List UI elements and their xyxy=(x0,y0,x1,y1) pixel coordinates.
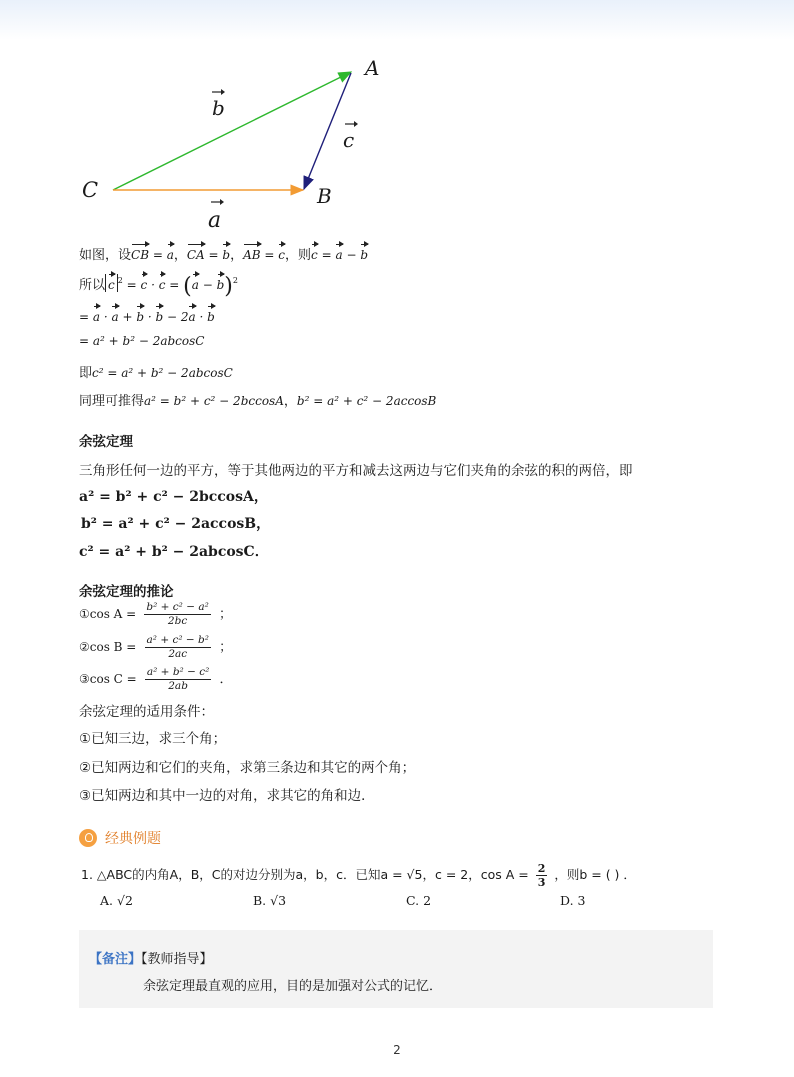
vector-triangle-diagram: A B C b c a xyxy=(82,56,380,233)
option-a[interactable]: A. √2 xyxy=(100,893,133,908)
condition-1: ①已知三边，求三个角； xyxy=(79,731,227,747)
derivation-line-2: 所以 c $^2 = c \cdot c = (a - b)^2$ xyxy=(79,274,238,299)
corollary-3: ③cos C = $\frac{\text{a² + b² − c²}}{2ab}$ ． xyxy=(79,666,233,692)
conditions-title: 余弦定理的适用条件： xyxy=(79,704,214,720)
lightbulb-icon xyxy=(79,829,97,847)
teacher-note-box xyxy=(79,930,713,1008)
derivation-line-5: 即c² = a² + b² − 2abcosC xyxy=(79,366,233,381)
corollary-title: 余弦定理的推论 xyxy=(79,584,174,600)
note-tag: 【备注】【教师指导】 xyxy=(89,952,213,967)
label-A: A xyxy=(365,56,380,80)
page-number: 2 xyxy=(393,1043,401,1057)
label-C: C xyxy=(82,178,99,202)
condition-2: ②已知两边和它们的夹角，求第三条边和其它的两个角； xyxy=(79,760,416,776)
label-B: B xyxy=(317,184,332,208)
corollary-2: ②cos B = $\frac{\text{a² + c² − b²}}{2ac}$ ； xyxy=(79,634,233,660)
option-d[interactable]: D. 3 xyxy=(560,893,586,908)
note-text: 余弦定理最直观的应用，目的是加强对公式的记忆． xyxy=(143,979,443,994)
question-1: 1. △ABC的内角A，B，C的对边分别为a，b，c．已知a = √5，c = 2，cos A = $\frac{2}{3}$ ，则b = ( ) ． xyxy=(81,862,636,889)
corollary-1: ①cos A = $\frac{\text{b² + c² − a²}}{2bc}$ ； xyxy=(79,601,232,627)
theorem-title: 余弦定理 xyxy=(79,434,133,450)
theorem-eq-3: c² = a² + b² − 2abcosC． xyxy=(79,544,269,560)
theorem-description: 三角形任何一边的平方，等于其他两边的平方和减去这两边与它们夹角的余弦的积的两倍，即 xyxy=(79,463,633,479)
derivation-line-3: = a · a + b · b − 2a · b xyxy=(79,306,215,325)
condition-3: ③已知两边和其中一边的对角，求其它的角和边． xyxy=(79,788,375,804)
theorem-eq-2: b² = a² + c² − 2accosB， xyxy=(81,516,271,532)
vector-CA-line xyxy=(113,72,351,190)
examples-section-header xyxy=(79,828,161,848)
option-b[interactable]: B. √3 xyxy=(253,893,287,908)
derivation-line-4: = a² + b² − 2abcosC xyxy=(79,334,205,348)
option-c[interactable]: C. 2 xyxy=(406,893,432,908)
derivation-line-1: 如图，设CB = a，CA = b，AB = c，则c = a − b xyxy=(79,244,368,263)
theorem-eq-1: a² = b² + c² − 2bccosA， xyxy=(79,489,268,505)
examples-section-title: 经典例题 xyxy=(105,831,161,847)
page-header-band xyxy=(0,0,794,40)
derivation-line-6: 同理可推得a² = b² + c² − 2bccosA，b² = a² + c² − 2accosB xyxy=(79,394,437,409)
